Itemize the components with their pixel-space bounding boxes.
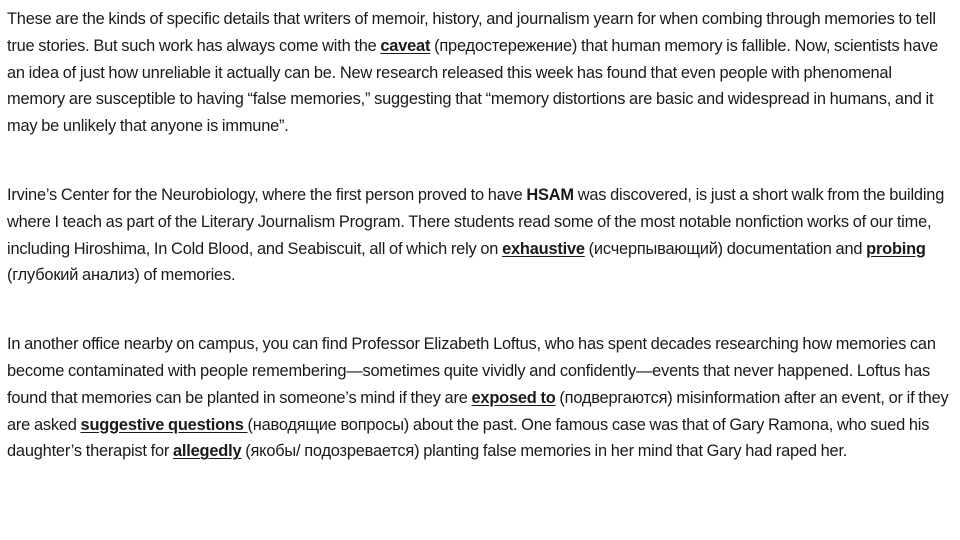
text-segment: (наводящие вопросы) about the past. One famous case was that of Gary Ramona, who sued his daughter’s therapist for [7,415,930,461]
vocab-term-exposed-to: exposed to [471,388,556,407]
text-segment: was discovered, is just a short walk from the building where I teach as part of the Literary Journalism Program. There students read some of the most notable nonfiction works of our time, including Hiroshima, In Cold Blood, and Seabiscuit, all of which rely on [7,185,945,258]
vocab-term-exhaustive: exhaustive [502,239,585,258]
text-segment: (подвергаются) misinformation after an event, or if they are asked [7,388,949,434]
text-segment: In another office nearby on campus, you can find Professor Elizabeth Loftus, who has spent decades researching how memories can become contaminated with people remembering—sometimes quite vividly and confidently—events that never happened. Loftus has found that memories can be planted in someone’s mind if they are [7,335,936,407]
paragraph-irvine-center [7,182,953,289]
vocab-term-probing: probing [866,239,926,258]
text-segment: (глубокий анализ) of memories. [7,266,236,285]
acronym-hsam: HSAM [526,185,574,204]
text-segment: These are the kinds of specific details that writers of memoir, history, and journalism yearn for when combing through memories to tell true stories. But such work has always come with the [7,10,936,55]
vocab-term-suggestive-questions: suggestive questions [80,415,248,434]
text-segment: (предостережение) that human memory is fallible. Now, scientists have an idea of just how unreliable it actually can be. New research released this week has found that even people with phenomenal memory are susceptible to having “false memories,” suggesting that “memory distortions are basic and widespread in humans, and it may be unlikely that anyone is immune”. [7,36,939,136]
paragraph-memory-fallibility [7,6,953,140]
text-segment: (исчерпывающий) documentation and [584,239,867,258]
vocab-term-caveat: caveat [380,36,431,55]
vocab-term-allegedly: allegedly [173,442,242,461]
paragraph-loftus-research [7,331,953,465]
text-segment: (якобы/ подозревается) planting false memories in her mind that Gary had raped her. [241,442,848,461]
text-segment: Irvine’s Center for the Neurobiology, where the first person proved to have [7,185,527,204]
article-body [7,6,953,465]
